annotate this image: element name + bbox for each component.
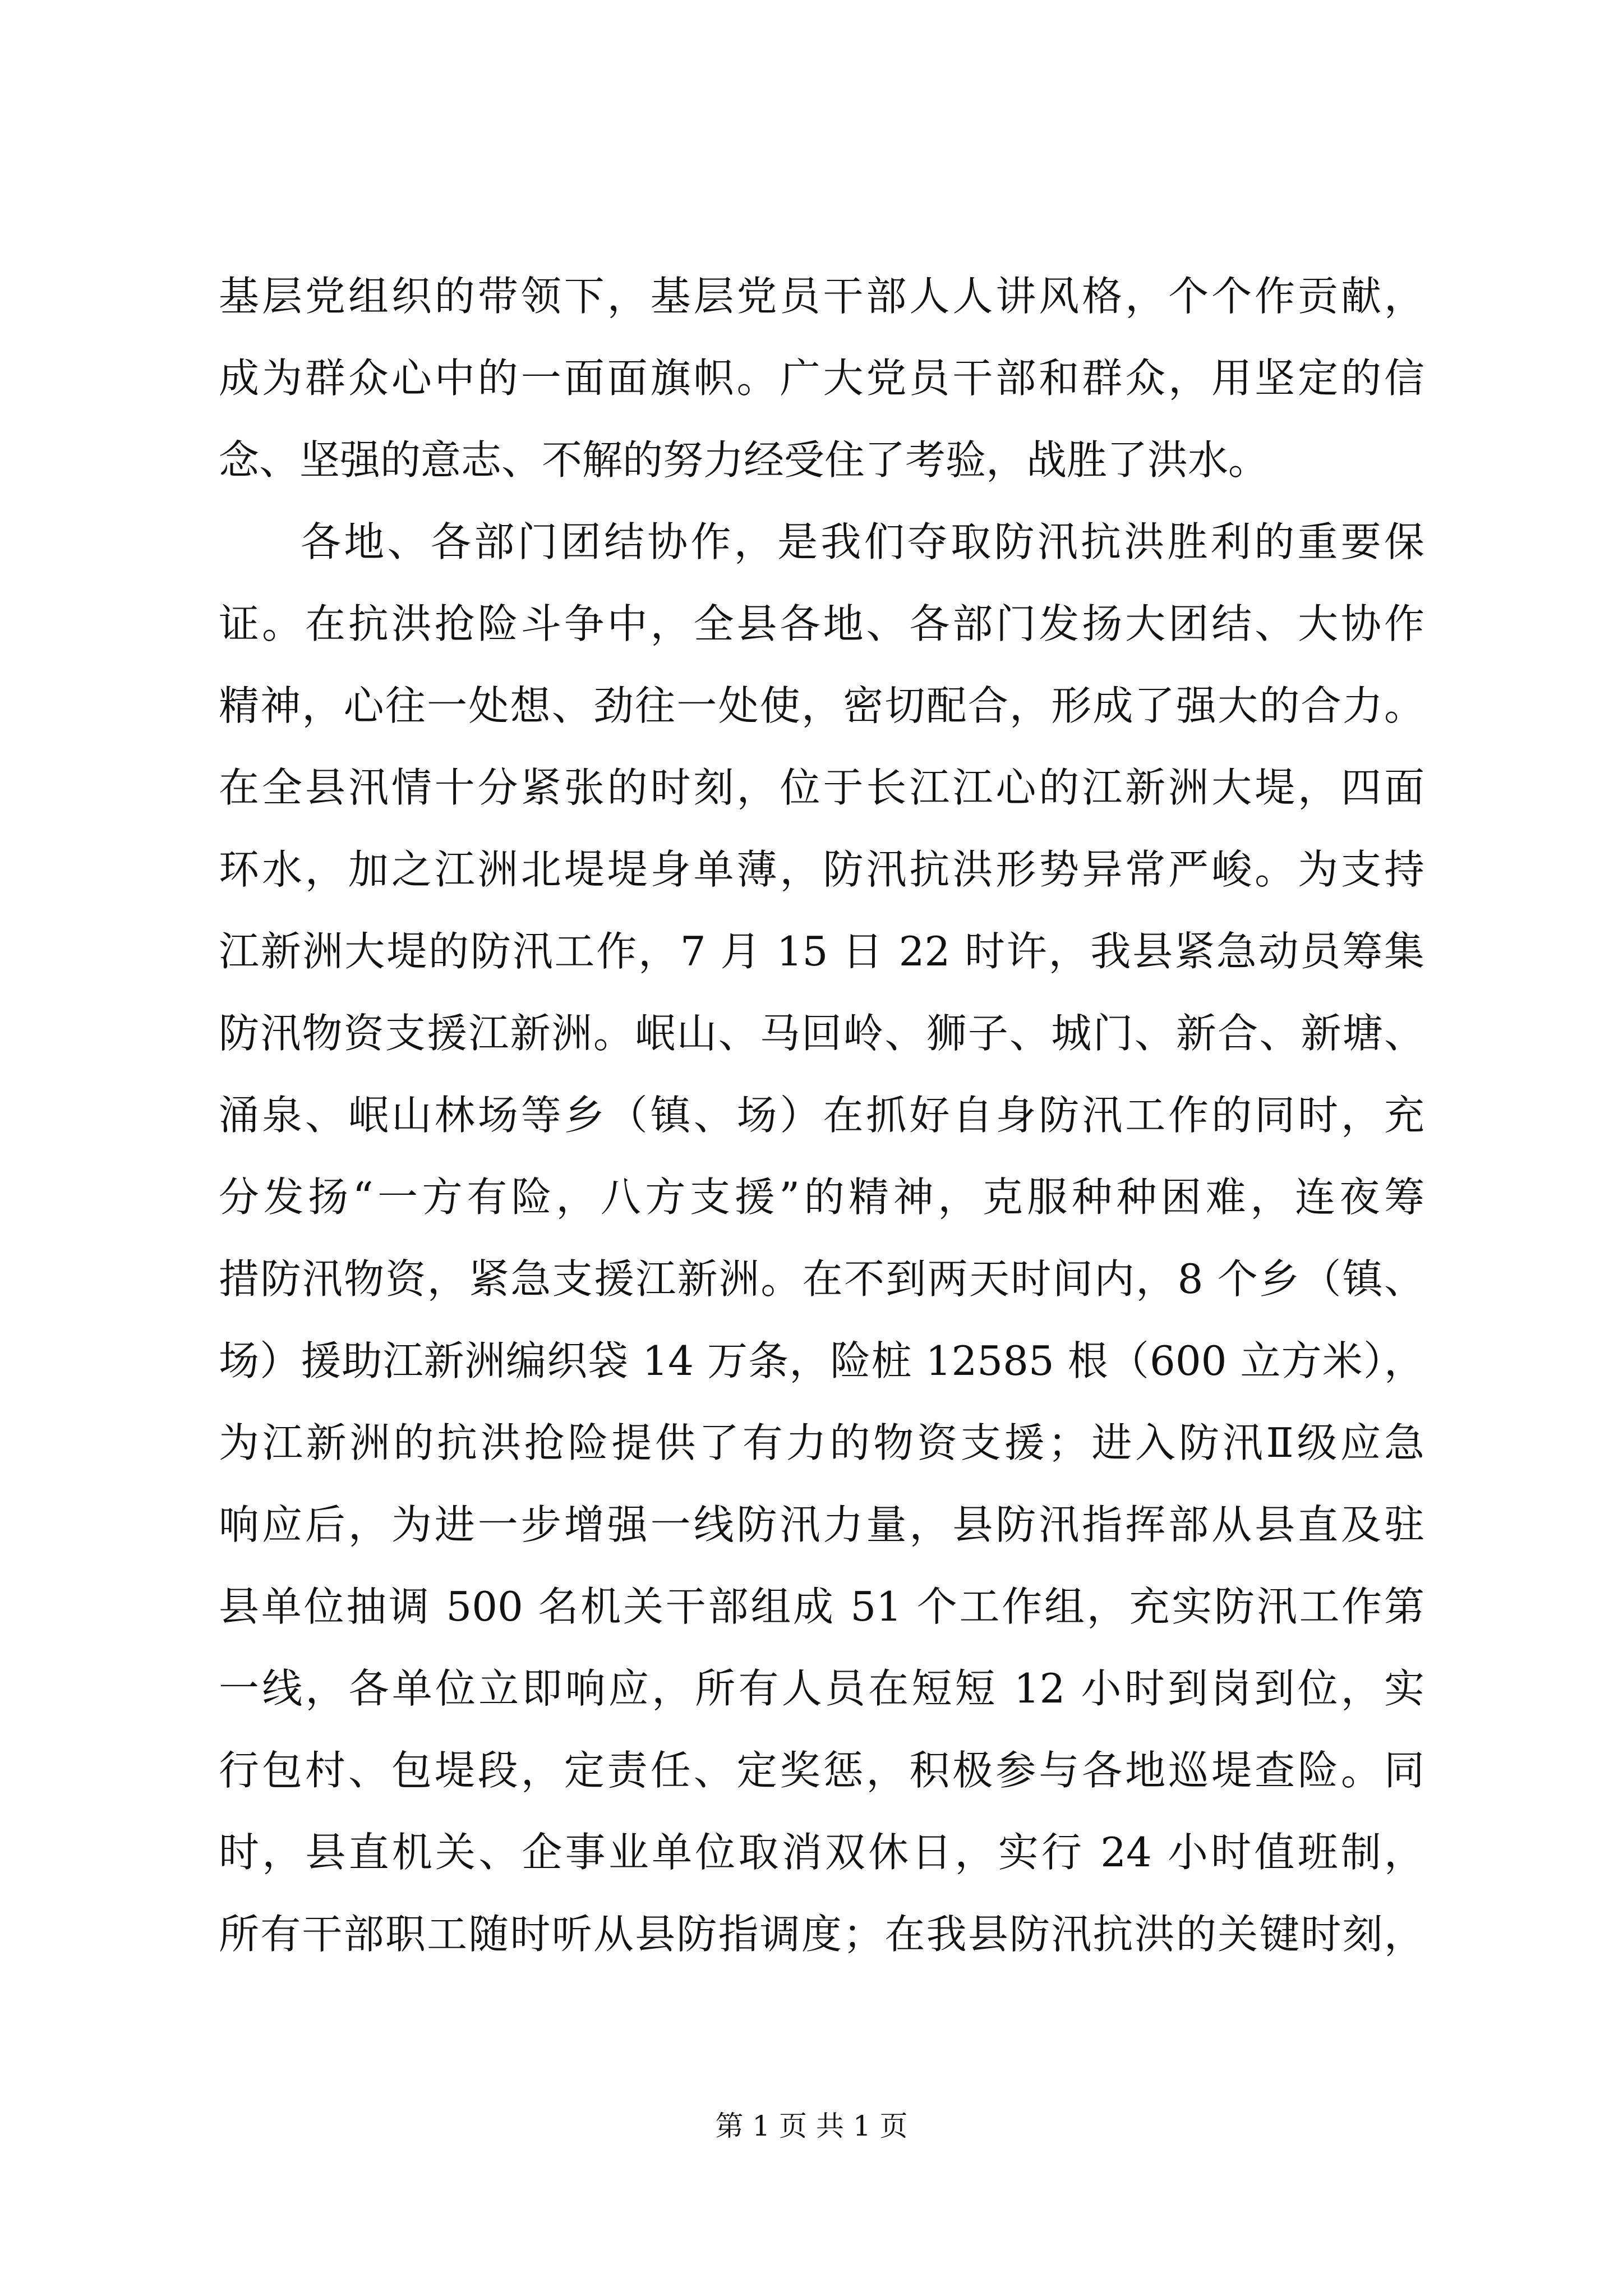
text-line: 涌泉、岷山林场等乡（镇、场）在抓好自身防汛工作的同时，充 bbox=[219, 1092, 1424, 1139]
text-line: 所有干部职工随时听从县防指调度；在我县防汛抗洪的关键时刻， bbox=[219, 1911, 1424, 1958]
text-line: 场）援助江新洲编织袋 14 万条，险桩 12585 根（600 立方米）， bbox=[219, 1337, 1424, 1384]
text-line: 县单位抽调 500 名机关干部组成 51 个工作组，充实防汛工作第 bbox=[219, 1583, 1424, 1630]
text-line: 行包村、包堤段，定责任、定奖惩，积极参与各地巡堤查险。同 bbox=[219, 1747, 1424, 1794]
text-line: 成为群众心中的一面面旗帜。广大党员干部和群众，用坚定的信 bbox=[219, 355, 1424, 402]
text-line: 念、坚强的意志、不解的努力经受住了考验，战胜了洪水。 bbox=[219, 436, 1269, 484]
document-body bbox=[219, 255, 1424, 1975]
text-line: 环水，加之江洲北堤堤身单薄，防汛抗洪形势异常严峻。为支持 bbox=[219, 846, 1424, 893]
text-line: 措防汛物资，紧急支援江新洲。在不到两天时间内，8 个乡（镇、 bbox=[219, 1255, 1424, 1303]
text-line: 响应后，为进一步增强一线防汛力量，县防汛指挥部从县直及驻 bbox=[219, 1501, 1424, 1548]
text-line: 精神，心往一处想、劲往一处使，密切配合，形成了强大的合力。 bbox=[219, 682, 1424, 729]
text-line: 分发扬“一方有险，八方支援”的精神，克服种种困难，连夜筹 bbox=[219, 1174, 1424, 1221]
text-line: 江新洲大堤的防汛工作，7 月 15 日 22 时许，我县紧急动员筹集 bbox=[219, 928, 1424, 975]
text-line: 各地、各部门团结协作，是我们夺取防汛抗洪胜利的重要保 bbox=[301, 518, 1424, 565]
text-line: 时，县直机关、企事业单位取消双休日，实行 24 小时值班制， bbox=[219, 1829, 1424, 1876]
text-line: 基层党组织的带领下，基层党员干部人人讲风格，个个作贡献， bbox=[219, 273, 1424, 320]
text-line: 为江新洲的抗洪抢险提供了有力的物资支援；进入防汛Ⅱ级应急 bbox=[219, 1419, 1424, 1466]
page-number-footer: 第 1 页 共 1 页 bbox=[715, 2110, 908, 2142]
text-line: 在全县汛情十分紧张的时刻，位于长江江心的江新洲大堤，四面 bbox=[219, 764, 1424, 811]
text-line: 一线，各单位立即响应，所有人员在短短 12 小时到岗到位，实 bbox=[219, 1665, 1424, 1712]
text-line: 证。在抗洪抢险斗争中，全县各地、各部门发扬大团结、大协作 bbox=[219, 600, 1424, 647]
text-line: 防汛物资支援江新洲。岷山、马回岭、狮子、城门、新合、新塘、 bbox=[219, 1010, 1424, 1057]
